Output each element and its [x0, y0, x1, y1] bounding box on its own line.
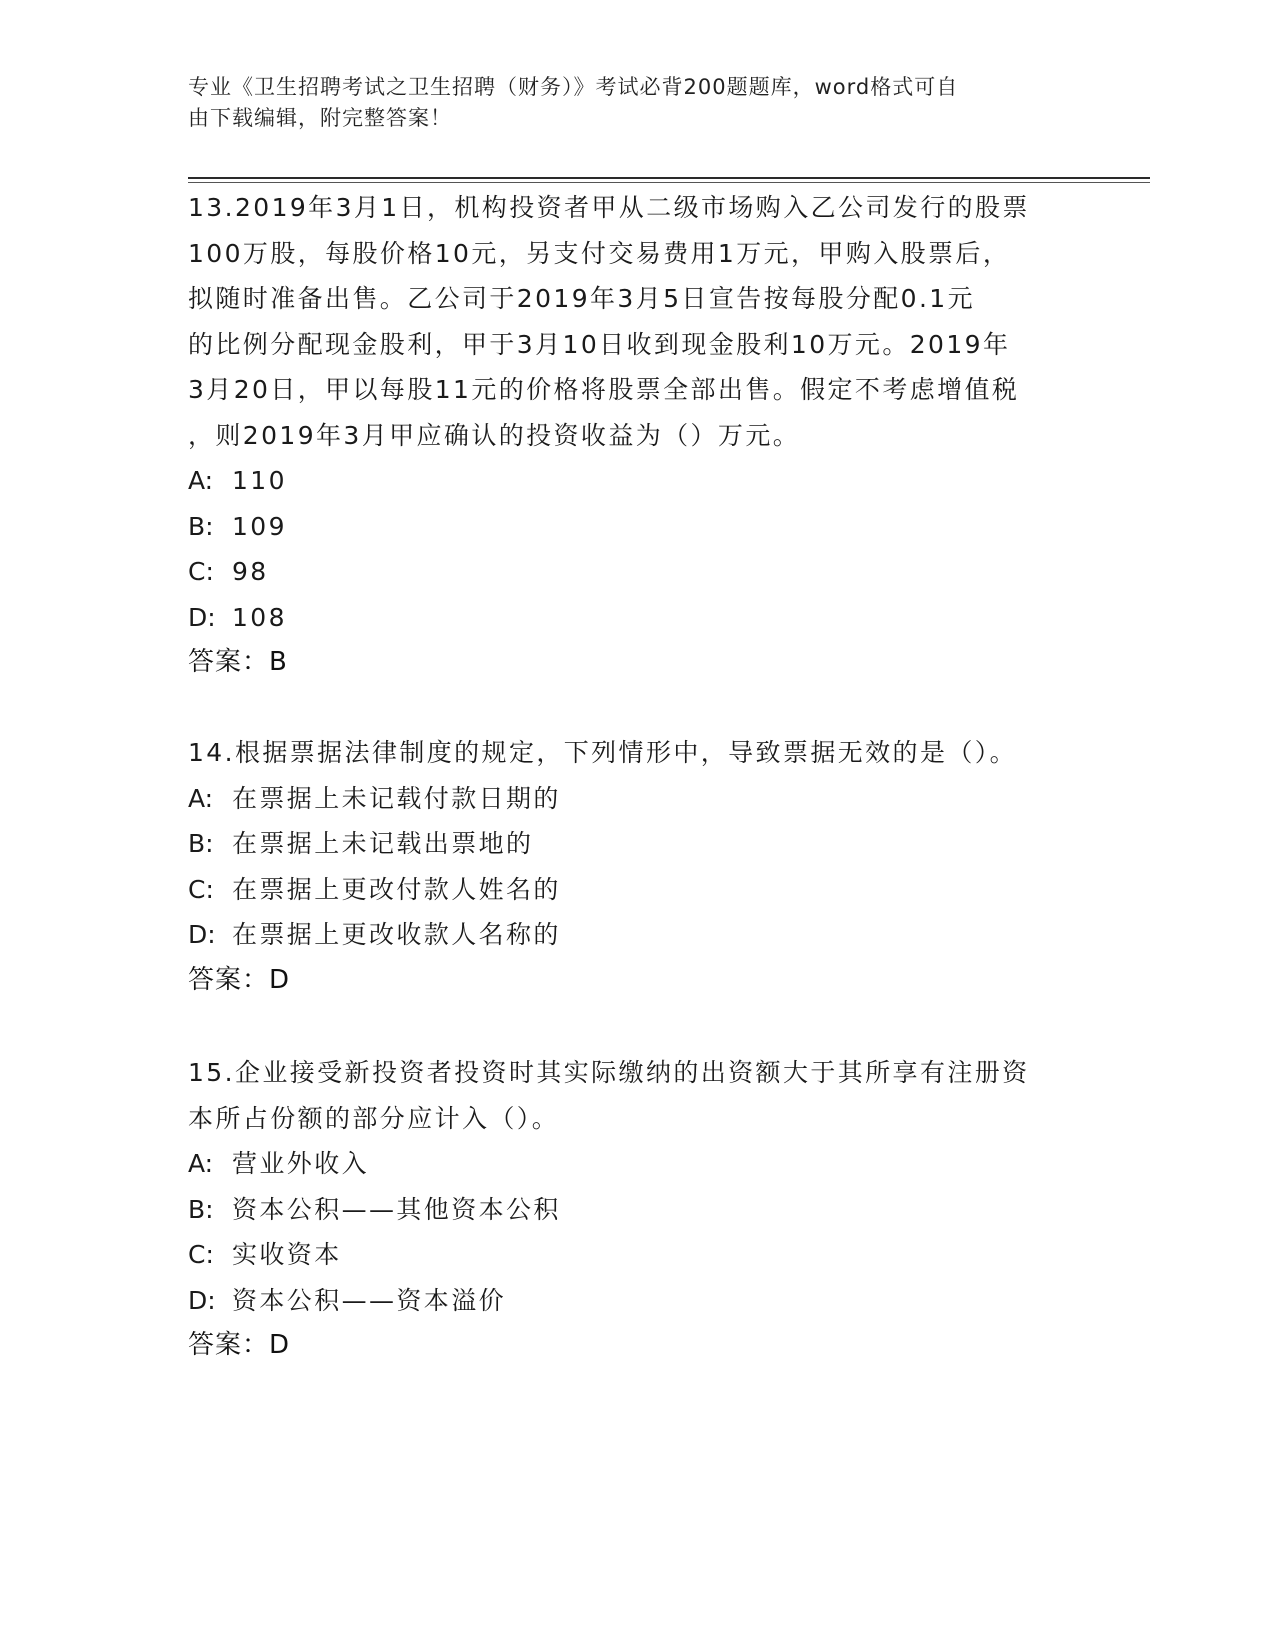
- option-text: 110: [232, 466, 287, 495]
- stem-line: 13.2019年3月1日，机构投资者甲从二级市场购入乙公司发行的股票: [188, 193, 1030, 222]
- option-c: [188, 549, 1088, 595]
- option-text: 98: [232, 557, 269, 586]
- stem-line: 3月20日，甲以每股11元的价格将股票全部出售。假定不考虑增值税: [188, 375, 1020, 404]
- option-key: B:: [188, 1194, 214, 1224]
- option-b: [188, 1187, 1088, 1233]
- header-line-1: 专业《卫生招聘考试之卫生招聘（财务）》考试必背200题题库，word格式可自: [188, 75, 959, 99]
- option-a: [188, 458, 1088, 504]
- option-d: [188, 1278, 1088, 1324]
- option-text: 营业外收入: [232, 1149, 370, 1178]
- option-key: C:: [188, 874, 214, 904]
- option-text: 资本公积——其他资本公积: [232, 1194, 561, 1224]
- option-key: B:: [188, 511, 214, 541]
- option-c: [188, 1232, 1088, 1278]
- option-c: [188, 867, 1088, 913]
- option-a: [188, 1141, 1088, 1187]
- option-key: A:: [188, 1149, 214, 1178]
- question-stem: [188, 730, 1088, 776]
- question-14: [188, 730, 1088, 1003]
- option-text: 资本公积——资本溢价: [232, 1285, 507, 1315]
- answer-line: 答案：D: [188, 964, 291, 995]
- stem-line: ，则2019年3月甲应确认的投资收益为（）万元。: [188, 420, 801, 450]
- stem-line: 的比例分配现金股利，甲于3月10日收到现金股利10万元。2019年: [188, 329, 1011, 359]
- stem-line: 拟随时准备出售。乙公司于2019年3月5日宣告按每股分配0.1元: [188, 284, 975, 313]
- header-divider-thin: [188, 182, 1150, 183]
- header-line-2: 由下载编辑，附完整答案！: [188, 106, 452, 130]
- option-key: C:: [188, 1240, 214, 1269]
- option-text: 在票据上未记载付款日期的: [232, 783, 561, 813]
- option-key: C:: [188, 557, 214, 586]
- option-key: A:: [188, 783, 214, 813]
- option-text: 在票据上更改收款人名称的: [232, 920, 561, 949]
- option-text: 109: [232, 511, 287, 541]
- option-text: 在票据上未记载出票地的: [232, 829, 534, 858]
- option-d: [188, 912, 1088, 958]
- option-key: D:: [188, 1285, 216, 1315]
- stem-line: 14.根据票据法律制度的规定，下列情形中，导致票据无效的是（）。: [188, 738, 1018, 767]
- option-d: [188, 595, 1088, 641]
- option-b: [188, 821, 1088, 867]
- header-divider-thick: [188, 177, 1150, 179]
- question-stem: [188, 185, 1088, 458]
- stem-line: 本所占份额的部分应计入（）。: [188, 1103, 560, 1133]
- stem-line: 100万股，每股价格10元，另支付交易费用1万元，甲购入股票后，: [188, 238, 1011, 268]
- answer-line: 答案：B: [188, 647, 288, 677]
- option-key: B:: [188, 829, 214, 858]
- option-a: [188, 776, 1088, 822]
- option-text: 实收资本: [232, 1240, 342, 1269]
- option-text: 在票据上更改付款人姓名的: [232, 874, 561, 904]
- answer-line: 答案：D: [188, 1330, 291, 1360]
- option-key: D:: [188, 602, 216, 632]
- option-text: 108: [232, 602, 287, 632]
- option-key: D:: [188, 920, 216, 949]
- option-key: A:: [188, 466, 214, 495]
- question-stem: [188, 1050, 1088, 1141]
- question-15: [188, 1050, 1088, 1369]
- question-13: [188, 185, 1088, 686]
- stem-line: 15.企业接受新投资者投资时其实际缴纳的出资额大于其所享有注册资: [188, 1058, 1030, 1087]
- document-header: [188, 72, 1068, 134]
- option-b: [188, 504, 1088, 550]
